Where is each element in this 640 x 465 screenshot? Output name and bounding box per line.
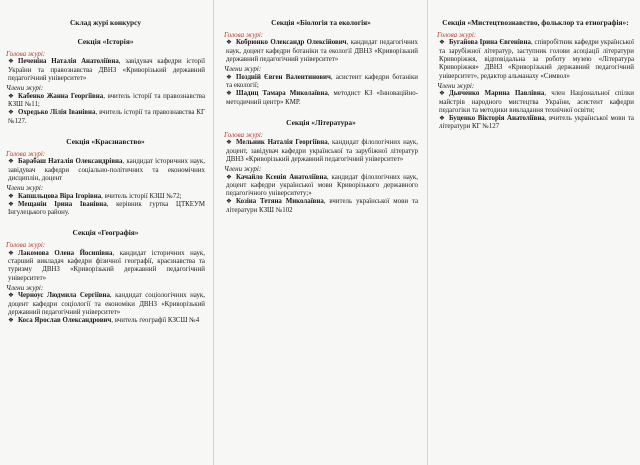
diamond-bullet-icon: ❖ — [8, 317, 14, 325]
jury-member-entry — [437, 90, 634, 115]
jury-head-label: Голова журі: — [6, 149, 46, 158]
member-description: , член Національної спілки майстрів народного мистецтва України, асистент кафедри педагогіки та методики викладання технічної освіти; — [439, 90, 634, 114]
jury-member-entry — [224, 74, 418, 91]
jury-member-entry — [224, 39, 418, 64]
section-title: Секція «Мистецтвознавство, фольклор та етнографія»: — [442, 18, 629, 27]
member-description: , вчитель історії та правознавства КГ №127. — [8, 109, 205, 125]
diamond-bullet-icon: ❖ — [226, 198, 232, 206]
diamond-bullet-icon: ❖ — [439, 39, 445, 47]
sections-left — [6, 37, 205, 326]
jury-head-label: Голова журі: — [6, 241, 46, 250]
section-title: Секція «Історія» — [77, 37, 134, 46]
member-name: Коса Ярослав Олександрович — [18, 317, 112, 325]
fold-line — [213, 0, 214, 465]
member-name: Кобрюнко Олександр Олексійович — [236, 39, 347, 47]
member-description: , кандидат філологічних наук, доцент кафедри української мови Криворізького державного педагогічного університету;» — [226, 173, 418, 198]
jury-head-label: Голова журі: — [6, 50, 46, 58]
jury-member-entry — [6, 158, 205, 183]
diamond-bullet-icon: ❖ — [8, 92, 14, 100]
jury-member-entry — [6, 292, 205, 317]
section-gap — [224, 107, 418, 113]
column-right — [431, 0, 640, 465]
member-name: Мещанін Ірина Іванівна — [18, 200, 107, 208]
jury-member-entry — [6, 317, 205, 325]
section — [224, 118, 418, 215]
diamond-bullet-icon: ❖ — [439, 90, 445, 98]
diamond-bullet-icon: ❖ — [226, 73, 232, 81]
section-title: Секція «Географія» — [72, 228, 139, 238]
diamond-bullet-icon: ❖ — [226, 90, 232, 98]
diamond-bullet-icon: ❖ — [8, 192, 14, 200]
member-description: , кандидат історичних наук, завідувач кафедри соціально-політичних та економічних дисциплін, доцент — [8, 158, 206, 182]
section-gap — [6, 126, 205, 132]
section-title: Секція «Краєзнавство» — [66, 136, 145, 146]
jury-title: Склад журі конкурсу — [69, 18, 142, 27]
member-description: , вчитель історії КЗШ №72; — [101, 192, 182, 200]
column-middle — [218, 0, 424, 465]
member-name: Мельник Наталія Георгіївна — [236, 139, 328, 147]
member-name: Капшльцова Віра Ігорівна — [18, 192, 102, 200]
jury-member-entry — [6, 193, 205, 201]
jury-member-entry — [6, 109, 205, 126]
member-name: Барабаш Наталія Олександрівна — [18, 158, 123, 166]
sections-right — [437, 18, 634, 132]
member-description: , співробітник кафедри української та зарубіжної літератур, заступник голови асоціації літератури Криворіжжя, відповідальна за роботу музею «Література Криворіжжя» ДВНЗ «Криворізький державний педагогічний університет», редактор альманаху «Символ» — [439, 39, 635, 80]
jury-member-entry — [224, 139, 418, 164]
jury-member-entry — [437, 115, 634, 132]
diamond-bullet-icon: ❖ — [8, 158, 14, 166]
member-name: Кабенко Жанна Георгіївна — [18, 92, 104, 100]
member-description: , вчитель української мови та літератури КГ №127 — [439, 115, 634, 131]
member-name: Дьяченко Марина Павлівна — [449, 90, 545, 98]
diamond-bullet-icon: ❖ — [8, 200, 14, 208]
jury-members-label: Члени журі: — [224, 165, 262, 174]
section-gap — [6, 217, 205, 223]
fold-line — [427, 0, 428, 465]
column-left — [0, 0, 211, 465]
member-name: Козіна Тетяна Миколаївна — [236, 198, 324, 206]
member-name: Черноус Людмила Сергіївна — [18, 292, 110, 300]
member-description: , завідувач кафедри історії України та правознавства ДВНЗ «Криворізький державний педагогічний університет» — [8, 58, 205, 82]
member-description: , кандидат соціологічних наук, доцент кафедри соціології та економіки ДВНЗ «Криворізький державний педагогічний університет» — [8, 292, 205, 317]
jury-head-label: Голова журі: — [224, 130, 264, 139]
jury-members-label: Члени журі: — [6, 184, 44, 193]
member-description: , вчитель географії КЗСШ №4 — [111, 317, 200, 325]
member-name: Лакомова Олена Йосипівна — [18, 249, 113, 257]
section — [6, 137, 205, 218]
jury-member-entry — [224, 174, 418, 199]
member-name: Поздній Євген Валентинович — [236, 73, 331, 81]
member-description: , вчитель історії та правознавства КЗШ №11; — [8, 92, 205, 108]
member-description: , кандидат педагогічних наук, доцент кафедри ботаніки та екології ДВНЗ «Криворізький державний педагогічний університет» — [226, 39, 418, 63]
jury-members-label: Члени журі: — [6, 284, 44, 293]
jury-member-entry — [6, 93, 205, 110]
diamond-bullet-icon: ❖ — [8, 109, 14, 117]
member-description: , вчитель української мови та літератури КЗШ №102 — [226, 198, 419, 214]
member-name: Бугайова Ірина Євгенівна — [449, 39, 531, 47]
jury-member-entry — [6, 250, 205, 283]
jury-member-entry — [437, 39, 634, 80]
jury-head-label: Голова журі: — [224, 31, 264, 39]
jury-members-label: Члени журі: — [224, 65, 262, 74]
diamond-bullet-icon: ❖ — [226, 173, 232, 181]
diamond-bullet-icon: ❖ — [439, 115, 445, 123]
section — [437, 18, 634, 132]
section — [224, 18, 418, 107]
section-title: Секція «Література» — [286, 117, 356, 127]
diamond-bullet-icon: ❖ — [8, 249, 14, 257]
member-description: , керівник гуртка ЦТКЕУМ Інгулецького району. — [8, 200, 205, 217]
diamond-bullet-icon: ❖ — [226, 39, 232, 47]
section — [6, 37, 205, 126]
diamond-bullet-icon: ❖ — [8, 292, 14, 300]
member-description: , методист КЗ «Інноваційно-методичний центр» КМР. — [226, 90, 418, 106]
section — [6, 228, 205, 325]
section-title: Секція «Біологія та екологія» — [271, 18, 371, 27]
member-description: , асистент кафедри ботаніки та екології; — [226, 73, 418, 89]
jury-members-label: Члени журі: — [6, 84, 44, 93]
member-description: , кандидат філологічних наук, доцент, завідувач кафедри української та зарубіжної літератур ДВНЗ «Криворізький державний педагогічний університет» — [226, 139, 418, 163]
member-name: Охредько Лілія Іванівна — [18, 109, 96, 117]
jury-member-entry — [224, 90, 418, 107]
member-description: , кандидат історичних наук, старший викладач кафедри фізичної географії, краєзнавства та туризму ДВНЗ «Криворізький державний педагогічний університет» — [8, 249, 205, 282]
member-name: Печеніна Наталія Анатоліївна — [18, 58, 119, 66]
jury-head-label: Голова журі: — [437, 31, 477, 39]
diamond-bullet-icon: ❖ — [8, 58, 14, 66]
member-name: Шадиц Тамара Миколаївна — [236, 90, 328, 98]
member-name: Буценко Вікторія Анатоліївна — [449, 115, 545, 123]
sections-middle — [224, 18, 418, 215]
diamond-bullet-icon: ❖ — [226, 139, 232, 147]
jury-member-entry — [6, 201, 205, 218]
jury-members-label: Члени журі: — [437, 81, 475, 90]
member-name: Качайло Ксенія Анатоліївна — [236, 173, 327, 181]
jury-member-entry — [224, 198, 418, 215]
jury-member-entry — [6, 58, 205, 83]
